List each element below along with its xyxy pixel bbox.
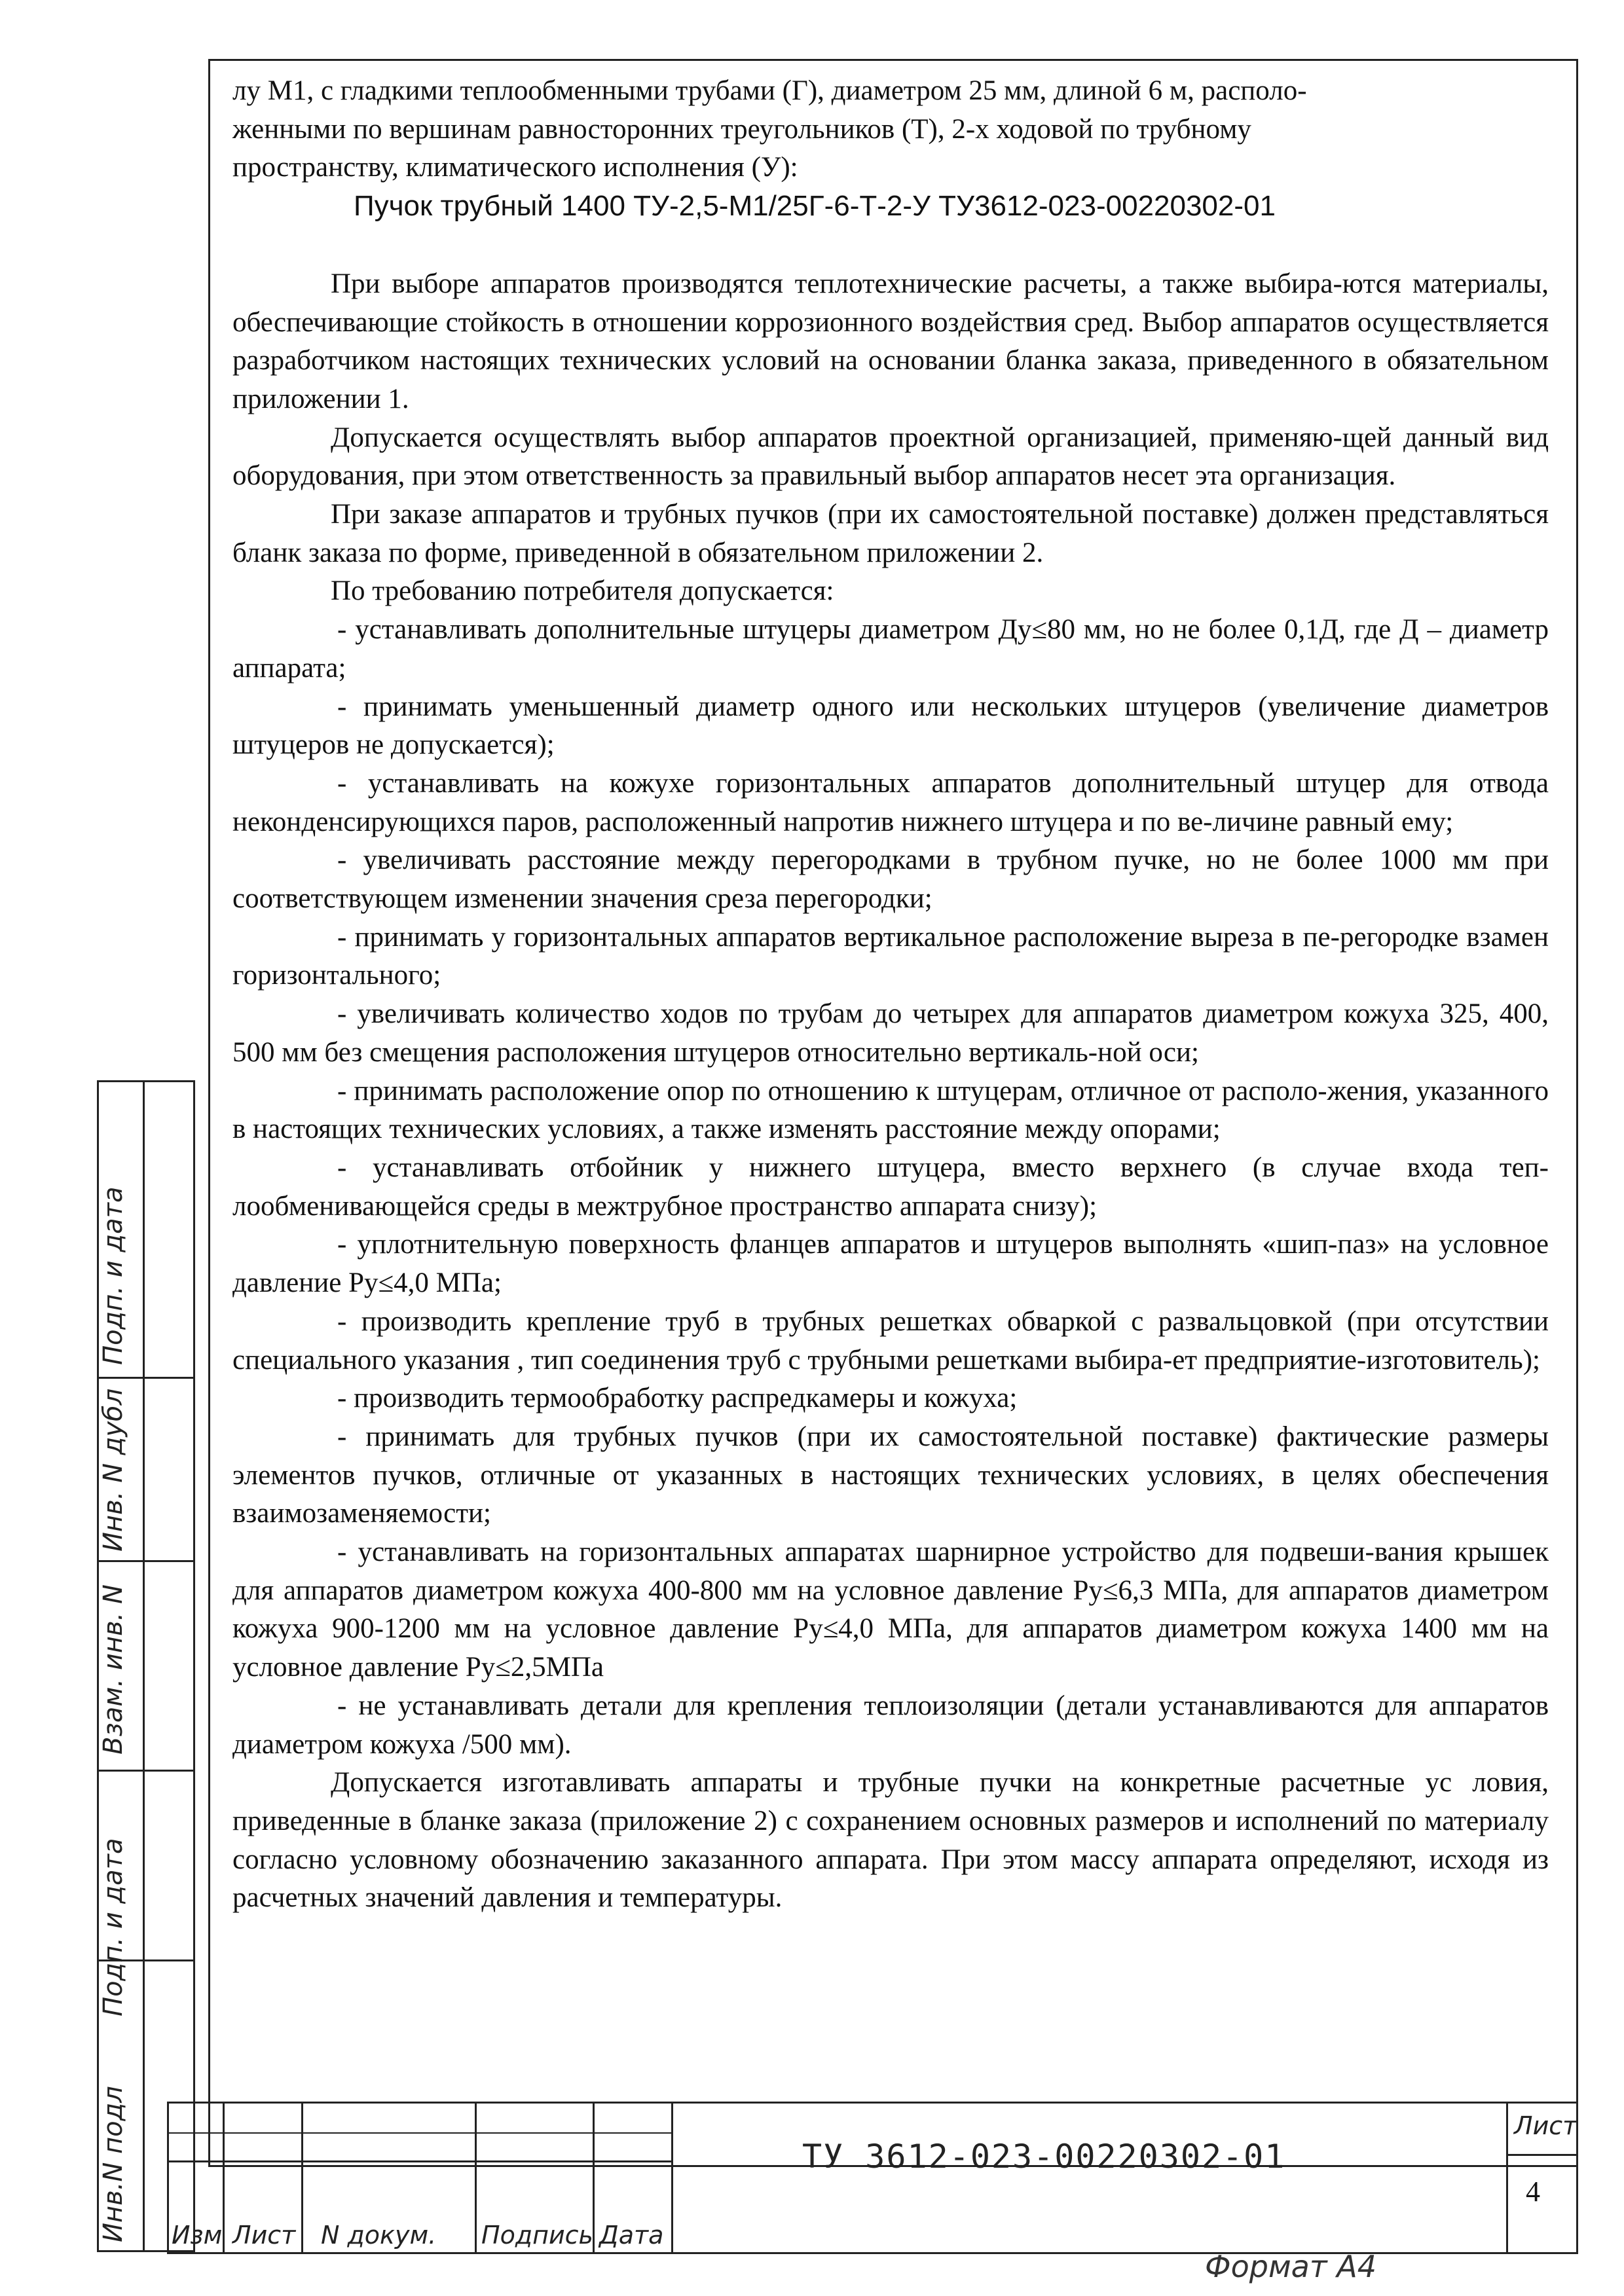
list-item: - устанавливать отбойник у нижнего штуцера, вместо верхнего (в случае входа теп-лообменивающейся среды в межтрубное пространство аппарата снизу); — [232, 1152, 1549, 1222]
paragraph: При выборе аппаратов производятся теплотехнические расчеты, а также выбира-ются материалы, обеспечивающие стойкость в отношении коррозионного воздействия сред. Выбор аппаратов осуществляется разработчиком настоящих технических условий на основании бланка заказа, приведенного в обязательном приложении 1. — [232, 268, 1549, 414]
paragraph: При заказе аппаратов и трубных пучков (при их самостоятельной поставке) должен представляться бланк заказа по форме, приведенной в обязательном приложении 2. — [232, 499, 1549, 568]
col-sign-label: Подпись — [481, 2221, 593, 2250]
list-item: - принимать для трубных пучков (при их самостоятельной поставке) фактические размеры элементов пучков, отличные от указанных в настоящих технических условиях, в целях обеспечения взаимозаменяемости; — [232, 1421, 1549, 1529]
list-item: - принимать расположение опор по отношению к штуцерам, отличное от располо-жения, указанного в настоящих технических условиях, а также изменять расстояние между опорами; — [232, 1075, 1549, 1145]
format-label: Формат А4 — [1205, 2249, 1376, 2284]
paragraph: По требованию потребителя допускается: — [331, 575, 834, 607]
list-item: - производить термообработку распредкамеры и кожуха; — [337, 1383, 1018, 1414]
document-code: ТУ 3612-023-00220302-01 — [802, 2138, 1286, 2176]
intro-line: женными по вершинам равносторонних треугольников (Т), 2-х ходовой по трубному — [232, 113, 1251, 145]
col-list-label: Лист — [232, 2221, 296, 2250]
list-item: - не устанавливать детали для крепления теплоизоляции (детали устанавливаются для аппаратов диаметром кожуха /500 мм). — [232, 1690, 1549, 1760]
paragraph: Допускается осуществлять выбор аппаратов проектной организацией, применяю-щей данный вид оборудования, при этом ответственность за правильный выбор аппаратов несет эта организация. — [232, 422, 1549, 492]
list-item: - увеличивать расстояние между перегородками в трубном пучке, но не более 1000 мм при соответствующем изменении значения среза перегородки; — [232, 845, 1549, 915]
sheet-label: Лист — [1514, 2111, 1578, 2140]
list-item: - устанавливать дополнительные штуцеры диаметром Ду≤80 мм, но не более 0,1Д, где Д – диаметр аппарата; — [232, 614, 1549, 683]
side-label-podp-data: Подп. и дата — [98, 1838, 128, 2016]
list-item: - принимать уменьшенный диаметр одного или нескольких штуцеров (увеличение диаметров штуцеров не допускается); — [232, 691, 1549, 761]
list-item: - уплотнительную поверхность фланцев аппаратов и штуцеров выполнять «шип-паз» на условное давление Ру≤4,0 МПа; — [232, 1229, 1549, 1299]
sheet-number: 4 — [1526, 2176, 1540, 2208]
side-label-inv-dubl: Инв. N дубл — [98, 1388, 128, 1552]
side-label-vzam-inv: Взам. инв. N — [98, 1584, 128, 1755]
intro-line: пространству, климатического исполнения (У): — [232, 152, 798, 183]
list-item: - принимать у горизонтальных аппаратов вертикальное расположение выреза в пе-регородке взамен горизонтального; — [232, 921, 1549, 991]
list-item: - производить крепление труб в трубных решетках обваркой с развальцовкой (при отсутствии специального указания , тип соединения труб с трубными решетками выбира-ет предприятие-изготовитель); — [232, 1305, 1549, 1376]
list-item: - увеличивать количество ходов по трубам до четырех для аппаратов диаметром кожуха 325, 400, 500 мм без смещения расположения штуцеров относительно вертикаль-ной оси; — [232, 998, 1549, 1068]
side-label-podp-data-2: Подп. и дата — [98, 1186, 128, 1365]
list-item: - устанавливать на кожухе горизонтальных аппаратов дополнительный штуцер для отвода неконденсирующихся паров, расположенный напротив нижнего штуцера и по ве-личине равный ему; — [232, 767, 1549, 837]
col-date-label: Дата — [599, 2221, 664, 2250]
side-label-inv-podl: Инв.N подл — [98, 2086, 128, 2242]
intro-line: лу М1, с гладкими теплообменными трубами (Г), диаметром 25 мм, длиной 6 м, располо- — [232, 75, 1307, 106]
paragraph: Допускается изготавливать аппараты и трубные пучки на конкретные расчетные ус ловия, приведенные в бланке заказа (приложение 2) с сохранением основных размеров и исполнений по материалу согласно условному обозначению заказанного аппарата. При этом массу аппарата определяют, исходя из расчетных значений давления и температуры. — [232, 1767, 1549, 1914]
document-body — [232, 72, 1549, 1918]
list-item: - устанавливать на горизонтальных аппаратах шарнирное устройство для подвеши-вания крышек для аппаратов диаметром кожуха 400-800 мм на условное давление Ру≤6,3 МПа, для аппаратов диаметром кожуха 900-1200 мм на условное давление Ру≤4,0 МПа, для аппаратов диаметром кожуха 1400 мм на условное давление Ру≤2,5МПа — [232, 1537, 1549, 1683]
col-doc-label: N докум. — [321, 2221, 437, 2250]
bundle-designation: Пучок трубный 1400 ТУ-2,5-М1/25Г-6-Т-2-У ТУ3612-023-00220302-01 — [354, 190, 1276, 223]
col-izm-label: Изм — [172, 2221, 223, 2250]
